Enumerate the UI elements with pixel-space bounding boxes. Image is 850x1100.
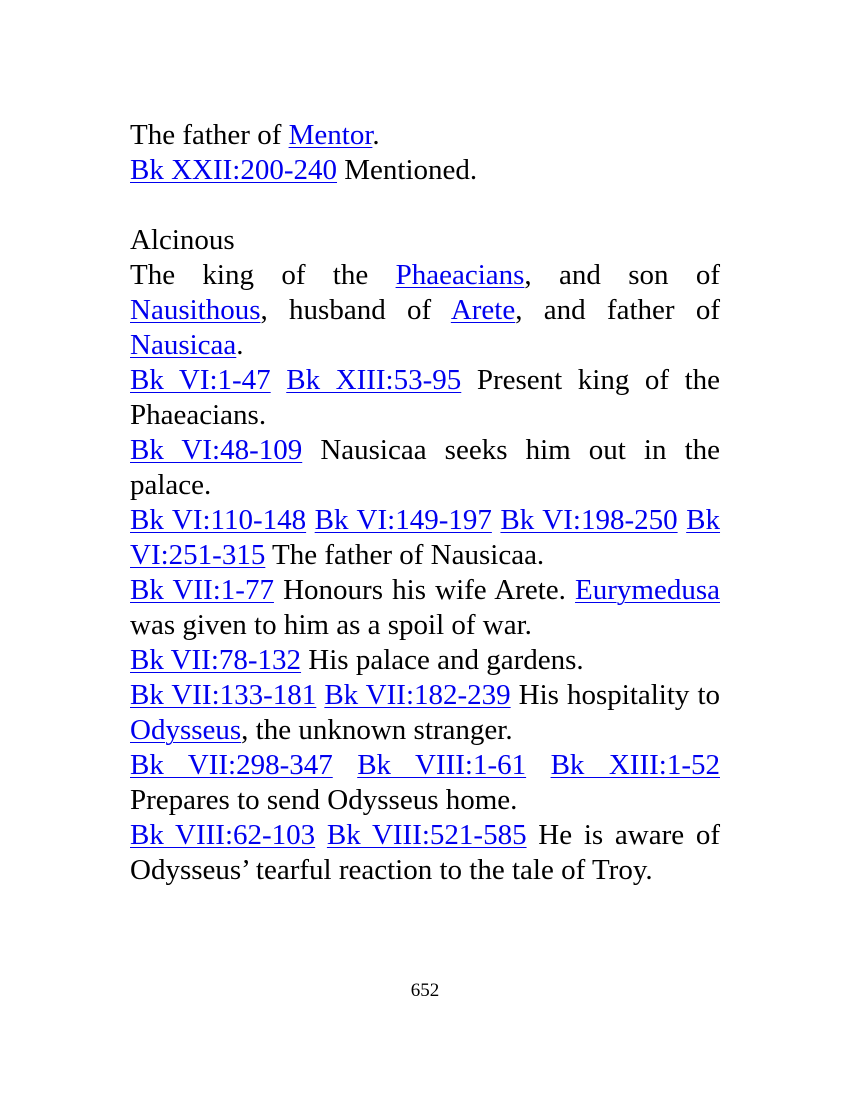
entry-text: Present king of the Phaeacians. <box>130 364 721 431</box>
entry-text: , the unknown stranger. <box>241 714 513 746</box>
link-nausithous[interactable]: Nausithous <box>130 294 261 326</box>
reference-link[interactable]: Bk VIII:521-585 <box>326 819 527 851</box>
reference-entry <box>130 503 720 573</box>
reference-link[interactable]: Bk XXII:200-240 <box>130 154 338 186</box>
reference-entry <box>130 153 720 188</box>
entry-text: His hospitality to <box>510 679 720 711</box>
entry-text: The father of Nausicaa. <box>265 539 545 571</box>
reference-link[interactable]: Bk XIII:53-95 <box>286 364 462 396</box>
entry-text: The father of <box>130 119 289 151</box>
entry-text: . <box>372 119 380 151</box>
reference-link[interactable]: Bk VII:133-181 <box>130 679 317 711</box>
link-eurymedusa[interactable]: Eurymedusa <box>575 574 720 606</box>
entry-text: . <box>236 329 244 361</box>
entry-text: Prepares to send Odysseus home. <box>130 784 518 816</box>
blank-line <box>130 188 720 223</box>
reference-link[interactable]: Bk VI:110-148 <box>130 504 307 536</box>
reference-entry <box>130 433 720 503</box>
entry-heading-alcinous: Alcinous <box>130 224 235 256</box>
link-phaeacians[interactable]: Phaeacians <box>395 259 525 291</box>
link-odysseus[interactable]: Odysseus <box>130 714 242 746</box>
page-number: 652 <box>410 980 440 1001</box>
reference-link[interactable]: Bk VI:198-250 <box>500 504 678 536</box>
reference-link[interactable]: Bk VIII:62-103 <box>130 819 316 851</box>
entry-text: Honours his wife Arete. <box>273 574 576 606</box>
entry-text: His palace and gardens. <box>301 644 584 676</box>
reference-entry <box>130 678 720 748</box>
mentor-father-entry <box>130 118 720 153</box>
reference-entry <box>130 363 720 433</box>
entry-text: , and son of <box>524 259 720 291</box>
entry-text: was given to him as a spoil of war. <box>130 609 532 641</box>
link-arete[interactable]: Arete <box>450 294 516 326</box>
reference-entry <box>130 643 720 678</box>
reference-link[interactable]: Bk VII:78-132 <box>130 644 302 676</box>
reference-entry <box>130 818 720 888</box>
reference-link[interactable]: Bk VI:251-315 <box>130 504 721 571</box>
reference-link[interactable]: Bk VI:1-47 <box>130 364 271 396</box>
reference-entry <box>130 573 720 643</box>
entry-text: He is aware of Odysseus’ tearful reaction to the tale of Troy. <box>130 819 721 886</box>
entry-text: The king of the <box>130 259 396 291</box>
page-content <box>130 118 720 888</box>
reference-entry <box>130 748 720 818</box>
reference-link[interactable]: Bk XIII:1-52 <box>550 749 720 781</box>
alcinous-description <box>130 258 720 363</box>
reference-link[interactable]: Bk VII:182-239 <box>324 679 511 711</box>
reference-link[interactable]: Bk VI:48-109 <box>130 434 303 466</box>
entry-text: , husband of <box>260 294 451 326</box>
reference-link[interactable]: Bk VII:298-347 <box>130 749 333 781</box>
entry-text: , and father of <box>515 294 720 326</box>
reference-link[interactable]: Bk VI:149-197 <box>314 504 492 536</box>
entry-text: Mentioned. <box>337 154 478 186</box>
reference-link[interactable]: Bk VIII:1-61 <box>357 749 527 781</box>
link-nausicaa[interactable]: Nausicaa <box>130 329 237 361</box>
link-mentor[interactable]: Mentor <box>288 119 373 151</box>
entry-text: Nausicaa seeks him out in the palace. <box>130 434 721 501</box>
reference-link[interactable]: Bk VII:1-77 <box>130 574 274 606</box>
